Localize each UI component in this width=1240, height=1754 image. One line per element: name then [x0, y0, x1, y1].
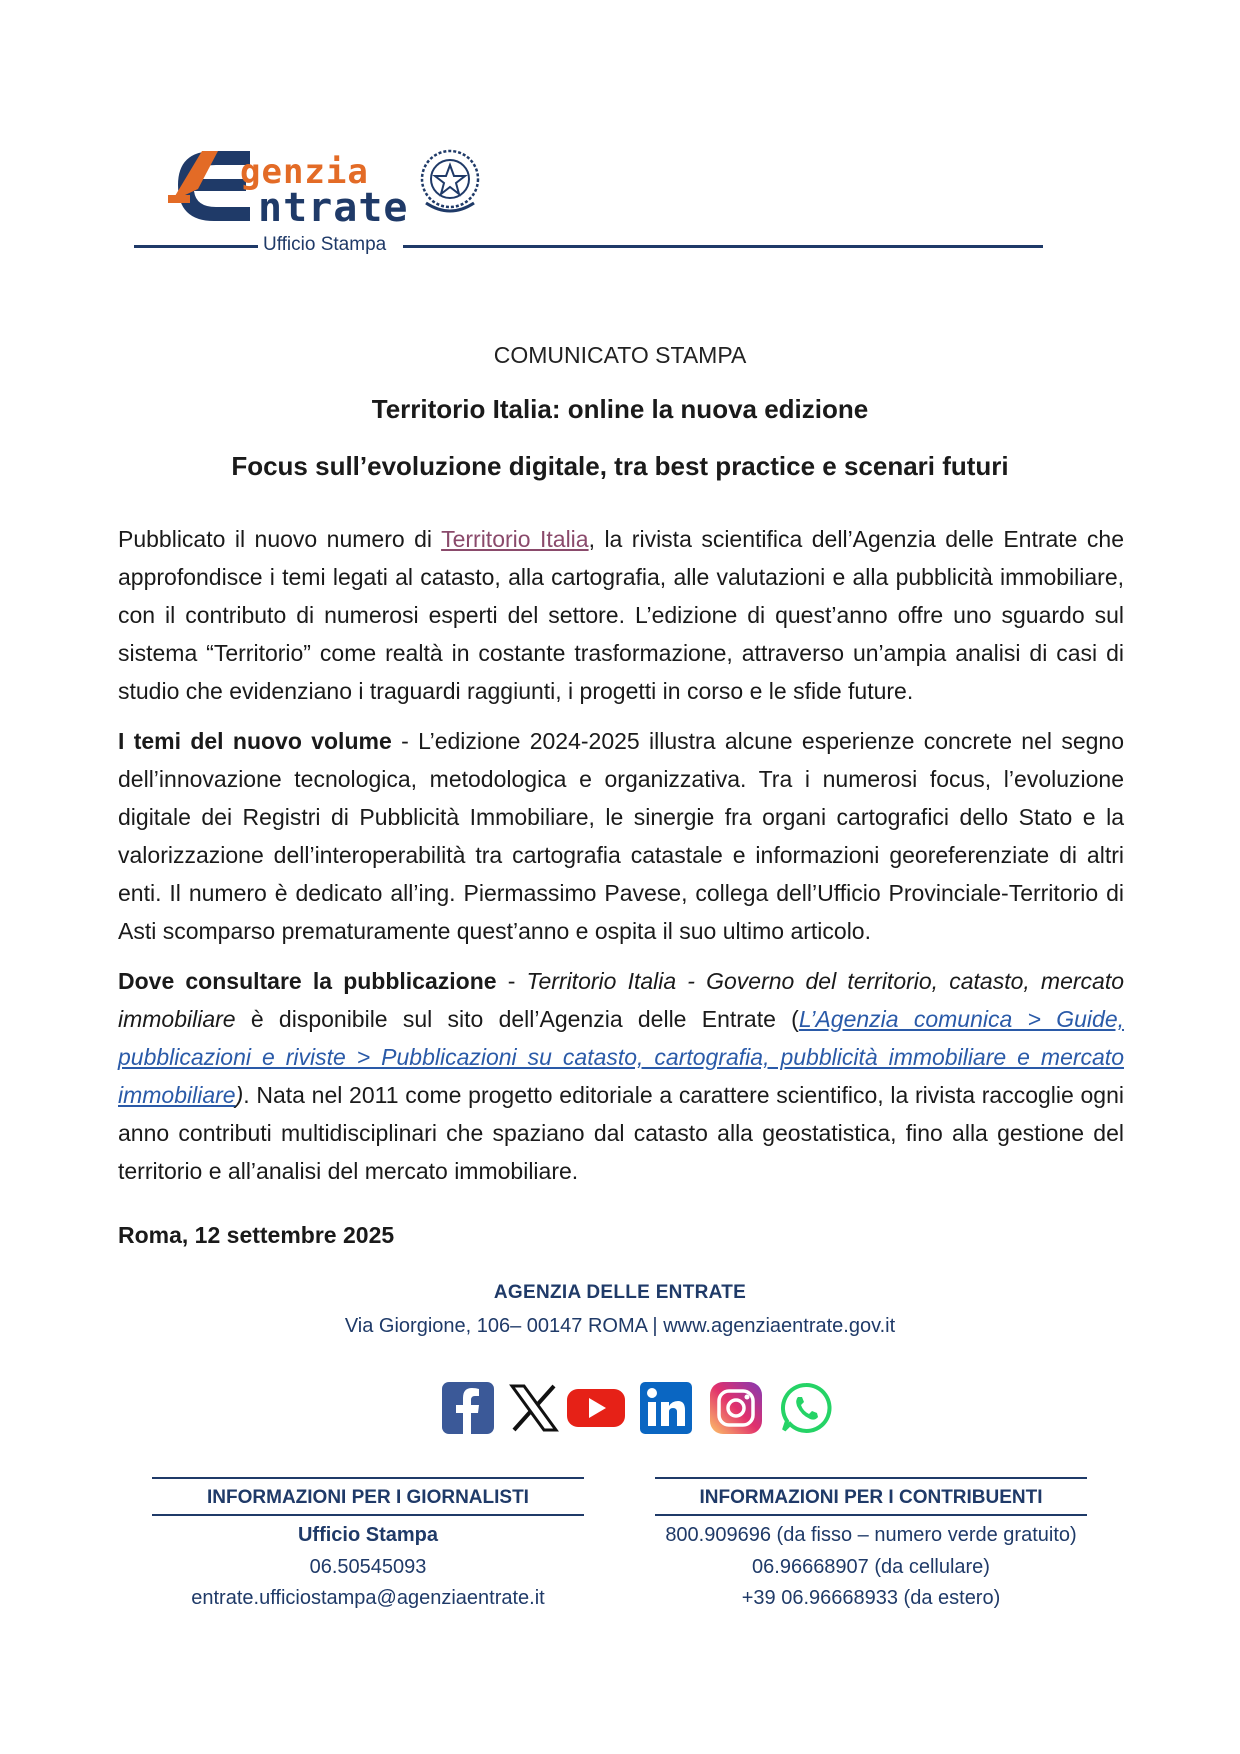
territorio-italia-link[interactable]: Territorio Italia	[441, 526, 589, 552]
paragraph-text: Pubblicato il nuovo numero di	[118, 526, 442, 552]
paragraph-text: . Nata nel 2011 come progetto editoriale a carattere scientifico, la rivista raccoglie ogni anno contributi multidisciplinari che spaziano dal catasto alla geostatistica, fino alla gestione del territorio e all’analisi del mercato immobiliare.	[118, 1082, 1124, 1184]
document-subtitle: Focus sull’evoluzione digitale, tra best practice e scenari futuri	[231, 451, 1009, 481]
publication-title: Territorio Italia - Governo del territorio, catasto, mercato immobiliare	[118, 968, 1124, 1032]
dateline: Roma, 12 settembre 2025	[118, 1222, 395, 1248]
republic-emblem-icon	[416, 145, 484, 221]
document-body	[118, 520, 1124, 1202]
paragraph-heading: Dove consultare la pubblicazione	[118, 968, 497, 994]
header-office-label: Ufficio Stampa	[263, 234, 387, 255]
journalists-email-link[interactable]: entrate.ufficiostampa@agenziaentrate.it	[191, 1587, 545, 1609]
header-rule-left	[134, 245, 258, 248]
paragraph-text: , la rivista scientifica dell’Agenzia delle Entrate che approfondisce i temi legati al catasto, alla cartografia, alle valutazioni e alla pubblicità immobiliare, con il contributo di numerosi esperti del settore. L’edizione di quest’anno offre uno sguardo sul sistema “Territorio” come realtà in costante trasformazione, attraverso un’ampia analisi di casi di studio che evidenziano i traguardi raggiunti, i progetti in corso e le sfide future.	[118, 526, 1125, 704]
journalists-rule-bottom	[152, 1514, 584, 1516]
instagram-icon[interactable]	[710, 1382, 762, 1434]
x-icon[interactable]	[508, 1382, 560, 1434]
header-rule-right	[403, 245, 1043, 248]
document-title: Territorio Italia: online la nuova edizione	[371, 394, 869, 424]
journalists-rule-top	[152, 1477, 584, 1479]
document-label: COMUNICATO STAMPA	[493, 342, 747, 368]
publication-path-link[interactable]: L’Agenzia comunica > Guide, pubblicazioni e riviste > Pubblicazioni su catasto, cartografia, pubblicità immobiliare e mercato immobiliare	[118, 1006, 1124, 1108]
journalists-heading: INFORMAZIONI PER I GIORNALISTI	[207, 1487, 529, 1508]
taxpayers-abroad: +39 06.96668933 (da estero)	[741, 1587, 1001, 1609]
whatsapp-icon[interactable]	[780, 1382, 832, 1434]
paragraph-intro	[118, 520, 1124, 710]
linkedin-icon[interactable]	[640, 1382, 692, 1434]
taxpayers-rule-top	[655, 1477, 1087, 1479]
taxpayers-tollfree: 800.909696 (da fisso – numero verde gratuito)	[665, 1524, 1077, 1546]
paragraph-where	[118, 962, 1124, 1190]
taxpayers-mobile: 06.96668907 (da cellulare)	[752, 1556, 990, 1578]
paragraph-text: )	[235, 1082, 244, 1108]
facebook-icon[interactable]	[442, 1382, 494, 1434]
journalists-office: Ufficio Stampa	[297, 1524, 439, 1546]
agency-name: AGENZIA DELLE ENTRATE	[493, 1282, 747, 1303]
logo-text-genzia: genzia	[240, 152, 369, 192]
agency-address: Via Giorgione, 106– 00147 ROMA | www.agenziaentrate.gov.it	[344, 1315, 896, 1337]
taxpayers-rule-bottom	[655, 1514, 1087, 1516]
paragraph-topics	[118, 722, 1124, 950]
taxpayers-heading: INFORMAZIONI PER I CONTRIBUENTI	[699, 1487, 1043, 1508]
logo-text-ntrate: ntrate	[258, 185, 409, 231]
youtube-icon[interactable]	[566, 1382, 626, 1434]
journalists-phone: 06.50545093	[309, 1556, 427, 1578]
paragraph-text: è disponibile sul sito dell’Agenzia delle Entrate (	[235, 1006, 799, 1032]
paragraph-heading: I temi del nuovo volume	[118, 728, 392, 754]
paragraph-text: - L’edizione 2024-2025 illustra alcune esperienze concrete nel segno dell’innovazione tecnologica, metodologica e organizzativa. Tra i numerosi focus, l’evoluzione digitale dei Registri di Pubblicità Immobiliare, le sinergie fra organi cartografici dello Stato e la valorizzazione dell’interoperabilità tra cartografia catastale e informazioni georeferenziate di altri enti. Il numero è dedicato all’ing. Piermassimo Pavese, collega dell’Ufficio Provinciale-Territorio di Asti scomparso prematuramente quest’anno e ospita il suo ultimo articolo.	[118, 728, 1124, 944]
paragraph-text: -	[496, 968, 527, 994]
